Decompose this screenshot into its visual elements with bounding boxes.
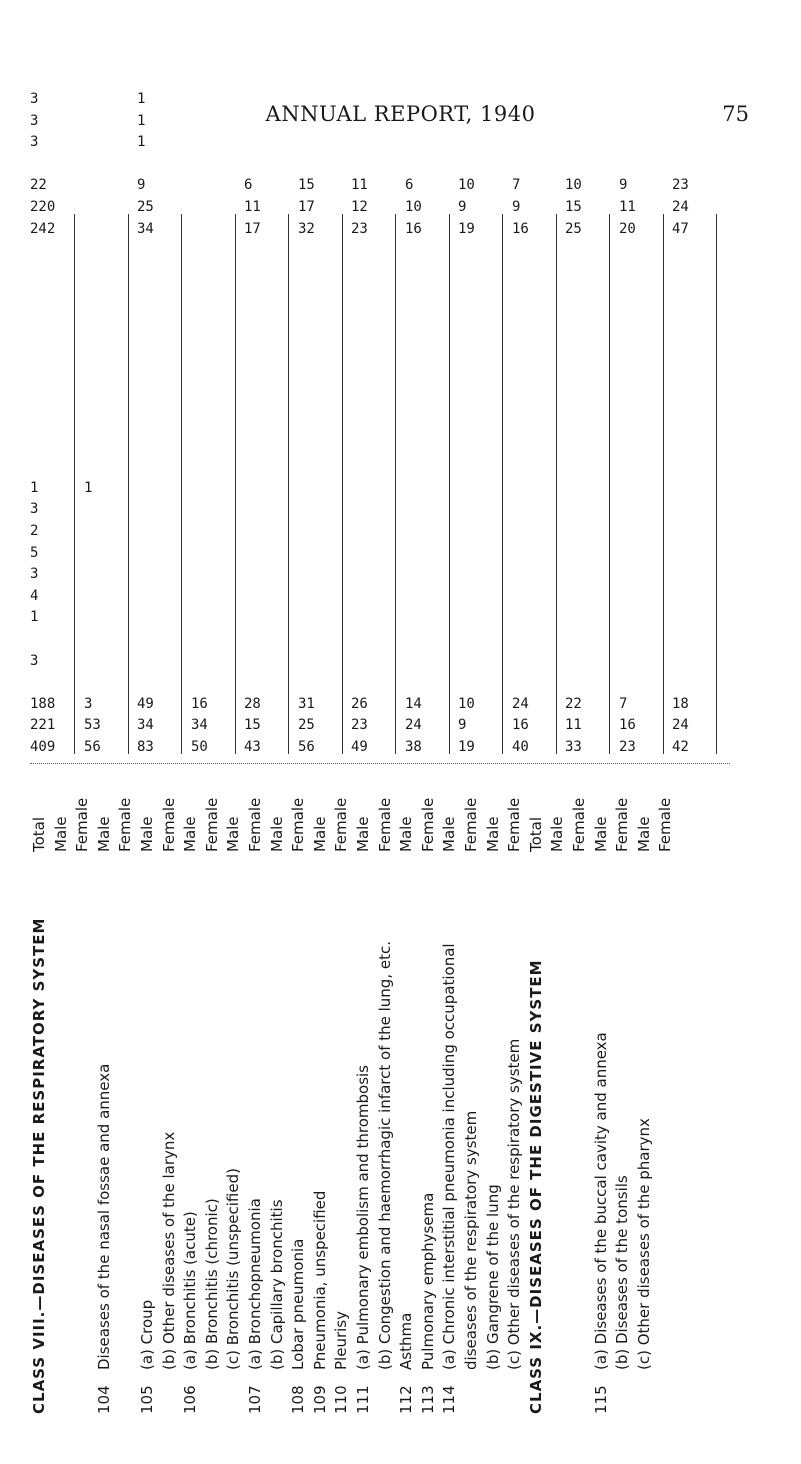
sex-label: Female [73,797,92,852]
data-cell: 3 [30,652,39,669]
data-cell: 221 [30,717,56,734]
data-cell: 24 [672,717,689,734]
data-cell: 409 [30,739,56,755]
cause-of-death: (b) Congestion and haemorrhagic infarct of the lung, etc. [375,941,394,1370]
sex-label: Male [51,816,70,852]
sex-label: Female [462,797,480,852]
sex-label: Male [634,816,653,852]
sex-label: Male [483,816,502,852]
data-cell: 25 [565,220,582,237]
cause-of-death: (b) Capillary bronchitis [267,1199,286,1370]
data-cell: 10 [458,177,475,194]
data-column [84,194,136,754]
data-cell: 22 [565,695,582,712]
data-column [458,177,510,755]
data-cell: 1 [137,134,146,151]
data-cell: 33 [565,739,582,755]
cause-of-death: Pneumonia, unspecified [310,1190,329,1370]
column-rule [556,214,557,754]
column-rule [74,214,75,754]
data-cell: 17 [297,199,315,215]
row-number: 113 [418,1385,437,1414]
cause-of-death: (c) Other diseases of the respiratory system [505,1038,524,1370]
data-cell: 26 [351,695,368,712]
column-rule [288,214,289,754]
data-column [351,177,403,755]
data-cell: 1 [137,112,146,129]
sex-label: Female [613,797,632,852]
cause-of-death: (a) Diseases of the buccal cavity and annexa [591,1032,610,1370]
cause-of-death: (a) Bronchopneumonia [246,1198,264,1370]
cause-of-death: (b) Bronchitis (chronic) [202,1198,221,1370]
data-cell: 42 [672,739,689,755]
data-cell: 3 [30,91,39,107]
data-cell: 15 [565,199,582,215]
row-number: 105 [138,1385,156,1414]
data-cell: 9 [458,717,467,734]
data-cell: 34 [137,220,154,237]
cause-of-death: Pleurisy [332,1311,351,1370]
cause-of-death: Lobar pneumonia [289,1238,308,1370]
sex-label: Male [94,816,113,852]
data-cell: 1 [30,609,39,626]
data-column [404,177,457,755]
data-cell: 25 [297,717,315,734]
data-cell: 3 [83,695,92,712]
data-cell: 188 [30,695,56,712]
data-cell: 9 [511,199,520,215]
data-cell: 16 [618,717,636,734]
data-cell: 12 [351,199,368,215]
column-rule [181,214,182,754]
data-column [511,177,564,755]
cause-of-death: diseases of the respiratory system [462,1110,480,1370]
sex-label: Male [548,816,567,852]
data-cell: 3 [30,566,39,583]
data-cell: 25 [137,199,154,215]
data-cell: 83 [137,739,154,755]
data-cell: 1 [83,479,92,496]
data-cell: 16 [190,695,208,712]
data-cell: 14 [404,695,422,712]
data-cell: 23 [351,717,368,734]
sex-label: Male [591,816,610,852]
cause-of-death: (b) Other diseases of the larynx [159,1131,178,1370]
data-cell: 49 [137,695,154,712]
sex-label: Male [440,816,459,852]
sex-label: Female [332,797,351,852]
data-cell: 24 [404,717,422,734]
data-cell: 11 [244,199,261,215]
data-cell: 32 [297,220,315,237]
data-cell: 23 [618,739,636,755]
sex-label: Female [202,797,221,852]
sex-label: Female [289,797,308,852]
sex-label: Male [224,816,243,852]
data-cell: 5 [30,544,39,561]
sex-label: Female [246,797,264,852]
data-cell: 16 [404,220,422,237]
row-number: 111 [354,1385,372,1414]
column-rule [342,214,343,754]
row-number: 110 [332,1385,351,1414]
data-cell: 56 [83,739,101,755]
sex-label: Female [116,797,135,852]
data-cell: 56 [297,739,315,755]
data-cell: 6 [404,177,413,194]
column-rule [609,214,610,754]
row-number: 108 [289,1385,308,1414]
data-cell: 242 [30,220,56,237]
data-cell: 38 [404,739,422,755]
data-cell: 1 [30,479,39,496]
row-number: 107 [246,1385,264,1414]
data-cell: 22 [30,177,47,194]
data-cell: 4 [30,587,39,604]
data-cell: 50 [190,739,208,755]
data-cell: 28 [244,695,261,712]
sex-label: Female [570,797,588,852]
row-labels [30,859,730,1414]
column-rule [502,214,503,754]
data-cell: 34 [190,717,208,734]
cause-of-death: (c) Other diseases of the pharynx [634,1118,653,1370]
sex-label: Female [418,797,437,852]
data-cell: 1 [137,91,146,107]
report-title: ANNUAL REPORT, 1940 [265,102,536,126]
column-rule [663,214,664,754]
data-cell: 31 [297,695,315,712]
sex-label: Female [159,797,178,852]
sex-label: Male [310,816,329,852]
data-cell: 11 [565,717,582,734]
data-cell: 53 [83,717,101,734]
data-cell: 9 [458,199,467,215]
page-header [0,100,801,130]
sex-label: Male [397,816,416,852]
cause-of-death: Pulmonary emphysema [418,1192,437,1370]
class-heading: CLASS VIII.—DISEASES OF THE RESPIRATORY SYSTEM [30,917,48,1414]
data-cell: 220 [30,199,56,215]
row-number: 114 [440,1385,459,1414]
data-column [137,91,189,755]
cause-of-death: (b) Diseases of the tonsils [613,1175,632,1370]
data-cell: 11 [618,199,636,215]
class-heading: CLASS IX.—DISEASES OF THE DIGESTIVE SYSTEM [526,959,545,1414]
column-rule [716,214,717,754]
data-column [30,91,82,755]
data-cell: 24 [672,199,689,215]
data-column [244,177,296,755]
data-cell: 19 [458,739,475,755]
sex-label: Male [267,816,286,852]
column-rule [449,214,450,754]
data-column [618,177,671,755]
data-cell: 10 [458,695,475,712]
data-cell: 7 [618,695,627,712]
sex-label: Male [138,816,156,852]
data-cell: 24 [511,695,529,712]
data-cell: 23 [351,220,368,237]
data-cell: 3 [30,501,39,518]
data-cell: 11 [351,177,368,194]
sex-label: Female [656,797,675,852]
data-cell: 43 [244,739,261,755]
data-cell: 34 [137,717,154,734]
cause-of-death: (c) Bronchitis (unspecified) [224,1168,243,1370]
page-number: 75 [722,102,749,126]
data-column [672,177,724,755]
data-cell: 47 [672,220,689,237]
data-cell: 16 [511,220,529,237]
data-cell: 49 [351,739,368,755]
data-cell: 10 [404,199,422,215]
sex-label: Female [375,797,394,852]
cause-of-death: (a) Pulmonary embolism and thrombosis [354,1065,372,1370]
column-separator [30,762,730,764]
data-cell: 10 [565,177,582,194]
data-cell: 20 [618,220,636,237]
row-number: 104 [94,1385,113,1414]
data-cell: 15 [244,717,261,734]
column-rule [395,214,396,754]
data-cell: 3 [30,134,39,151]
data-cell: 16 [511,717,529,734]
cause-of-death: Asthma [397,1312,416,1370]
row-number: 106 [181,1385,200,1414]
data-cell: 15 [297,177,315,194]
sex-label: Total [30,816,48,852]
sex-label: Male [181,816,200,852]
data-cell: 9 [618,177,627,194]
data-cell: 18 [672,695,689,712]
cause-of-death: (b) Gangrene of the lung [483,1184,502,1370]
data-column [565,177,617,755]
data-cell: 17 [244,220,261,237]
data-cell: 9 [137,177,146,194]
sex-label: Total [526,816,545,852]
sex-labels [30,776,730,852]
sex-label: Female [505,797,524,852]
column-rule [128,214,129,754]
data-cell: 19 [458,220,475,237]
data-cell: 2 [30,523,39,539]
row-number: 112 [397,1385,416,1414]
sex-label: Male [354,816,372,852]
row-number: 109 [310,1385,329,1414]
data-cell: 7 [511,177,520,194]
data-cell: 6 [244,177,253,194]
cause-of-death: (a) Chronic interstitial pneumonia including occupational [440,943,459,1370]
data-cell: 40 [511,739,529,755]
column-rule [235,214,236,754]
cause-of-death: (a) Bronchitis (acute) [181,1211,200,1370]
data-column [297,177,350,755]
cause-of-death: (a) Croup [138,1299,156,1370]
data-cell: 3 [30,112,39,129]
data-cell: 23 [672,177,689,194]
row-number: 115 [591,1385,610,1414]
data-column [191,194,243,754]
cause-of-death: Diseases of the nasal fossae and annexa [94,1063,113,1370]
